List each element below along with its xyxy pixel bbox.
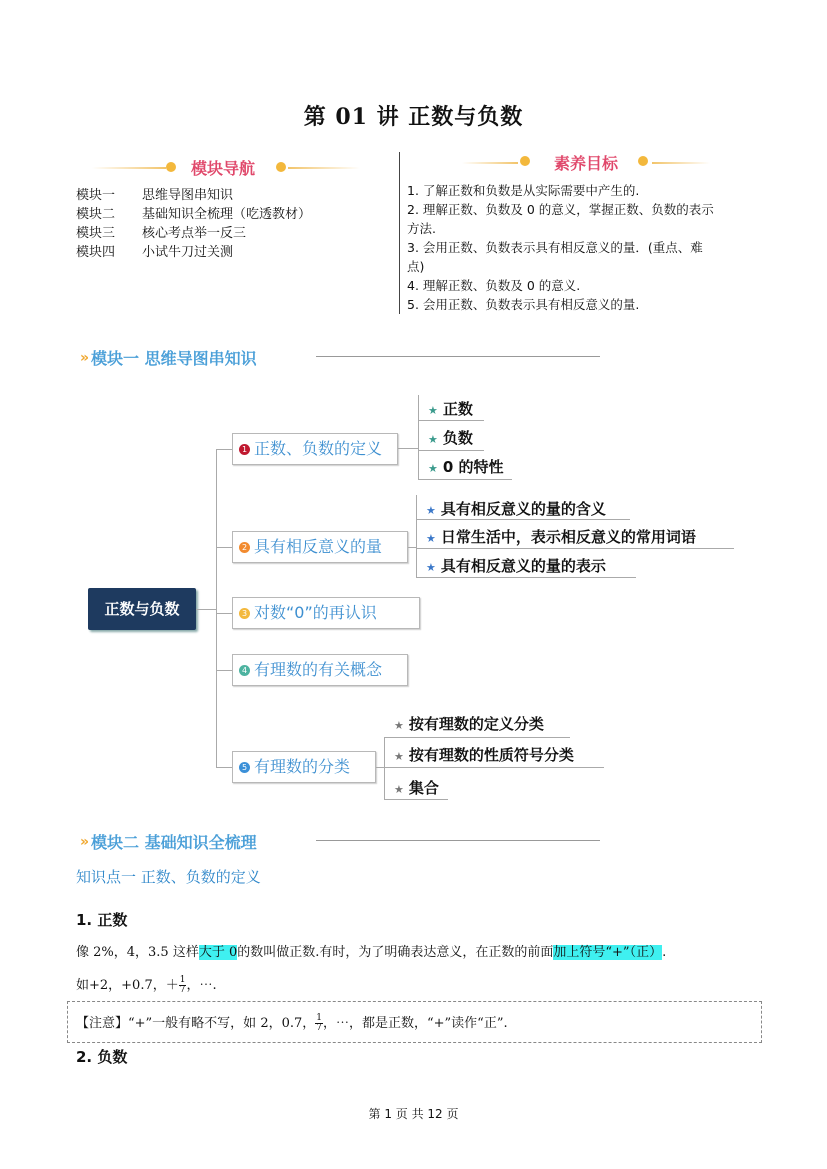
connector bbox=[408, 547, 416, 548]
leaf-item: ★ 负数 bbox=[428, 429, 473, 447]
module-list bbox=[76, 186, 311, 262]
star-icon: ★ bbox=[394, 750, 404, 763]
fraction: $\frac{1}{7}$ bbox=[179, 975, 186, 995]
connector bbox=[398, 448, 418, 449]
leaf-underline bbox=[384, 767, 604, 768]
positive-definition-line: 像 2%，4，3.5 这样大于 0的数叫做正数.有时，为了明确表达意义，在正数的前面加上符号“+”（正）. bbox=[76, 945, 667, 960]
knowledge-point-title: 知识点一 正数、负数的定义 bbox=[76, 868, 261, 886]
positive-heading: 1. 正数 bbox=[76, 911, 128, 929]
number-badge: 2 bbox=[239, 542, 250, 553]
leaf-underline bbox=[384, 737, 570, 738]
leaf-underline bbox=[416, 519, 630, 520]
goals-heading: 素养目标 bbox=[553, 154, 618, 173]
leaf-underline bbox=[418, 420, 484, 421]
connector bbox=[216, 767, 232, 768]
heading-dot bbox=[166, 162, 176, 172]
leaf-item: ★ 日常生活中，表示相反意义的常用词语 bbox=[426, 528, 696, 546]
leaf-underline bbox=[418, 450, 484, 451]
branch-node-4: 4 有理数的有关概念 bbox=[232, 654, 408, 686]
section-heading bbox=[80, 346, 257, 369]
connector bbox=[216, 547, 232, 548]
connector bbox=[376, 767, 384, 768]
module-item: 模块二 基础知识全梳理（吃透教材） bbox=[76, 207, 312, 222]
leaf-bracket bbox=[416, 495, 417, 577]
positive-example-line: 如+2，+0.7，＋ $\frac{1}{7}$，⋯. bbox=[76, 975, 217, 995]
branch-node-3: 3 对数“0”的再认识 bbox=[232, 597, 420, 629]
goal-line: 2. 理解正数、负数及 0 的意义，掌握正数、负数的表示 bbox=[407, 202, 714, 217]
branch-node-2: 2 具有相反意义的量 bbox=[232, 531, 408, 563]
main-bracket bbox=[216, 449, 217, 767]
heading-dot bbox=[276, 162, 286, 172]
fraction: $\frac{1}{7}$ bbox=[316, 1013, 322, 1033]
goal-line: 1. 了解正数和负数是从实际需要中产生的. bbox=[407, 183, 640, 198]
heading-dot bbox=[520, 156, 530, 166]
leaf-item: ★ 集合 bbox=[394, 779, 439, 797]
star-icon: ★ bbox=[426, 504, 436, 517]
chevron-icon: » bbox=[80, 833, 86, 850]
section-title: 模块二 基础知识全梳理 bbox=[91, 833, 257, 852]
highlight: 加上符号“+”（正） bbox=[553, 945, 663, 960]
leaf-bracket bbox=[418, 395, 419, 480]
heading-dot bbox=[638, 156, 648, 166]
leaf-underline bbox=[416, 577, 636, 578]
goal-line: 4. 理解正数、负数及 0 的意义. bbox=[407, 278, 581, 293]
module-item: 模块三 核心考点举一反三 bbox=[76, 226, 247, 241]
page-footer: 第 1 页 共 12 页 bbox=[368, 1107, 459, 1121]
goal-line: 5. 会用正数、负数表示具有相反意义的量. bbox=[407, 297, 640, 312]
connector bbox=[216, 670, 232, 671]
module-nav-heading: 模块导航 bbox=[190, 159, 255, 178]
mindmap-center: 正数与负数 bbox=[88, 588, 196, 630]
heading-deco-line bbox=[92, 167, 166, 169]
number-badge: 3 bbox=[239, 608, 250, 619]
panel-divider bbox=[399, 152, 400, 314]
highlight: 大于 0 bbox=[198, 945, 238, 960]
section-title: 模块一 思维导图串知识 bbox=[91, 349, 257, 368]
star-icon: ★ bbox=[426, 532, 436, 545]
leaf-underline bbox=[384, 799, 448, 800]
goals-list bbox=[407, 181, 759, 314]
connector bbox=[216, 449, 232, 450]
star-icon: ★ bbox=[426, 561, 436, 574]
goal-line: 方法. bbox=[407, 221, 436, 236]
star-icon: ★ bbox=[428, 462, 438, 475]
leaf-item: ★ 正数 bbox=[428, 400, 473, 418]
leaf-item: ★ 按有理数的性质符号分类 bbox=[394, 746, 574, 764]
heading-deco-line bbox=[652, 162, 710, 164]
connector bbox=[196, 609, 216, 610]
leaf-underline bbox=[418, 479, 512, 480]
leaf-underline bbox=[416, 548, 734, 549]
section-heading bbox=[80, 830, 257, 853]
heading-deco-line bbox=[288, 167, 360, 169]
section-rule bbox=[316, 840, 600, 841]
number-badge: 4 bbox=[239, 665, 250, 676]
module-item: 模块一 思维导图串知识 bbox=[76, 188, 234, 203]
page-title: 第 01 讲 正数与负数 bbox=[303, 104, 524, 130]
star-icon: ★ bbox=[428, 404, 438, 417]
heading-deco-line bbox=[462, 162, 518, 164]
branch-node-1: 1 正数、负数的定义 bbox=[232, 433, 398, 465]
goal-line: 3. 会用正数、负数表示具有相反意义的量．(重点、难 bbox=[407, 240, 703, 255]
negative-heading: 2. 负数 bbox=[76, 1048, 128, 1066]
leaf-item: ★ 具有相反意义的量的含义 bbox=[426, 500, 606, 518]
leaf-bracket bbox=[384, 737, 385, 799]
number-badge: 1 bbox=[239, 444, 250, 455]
note-text: 【注意】“+”一般有略不写，如 2，0.7， $\frac{1}{7}$，⋯，都是正数，“+”读作“正”. bbox=[76, 1013, 508, 1033]
number-badge: 5 bbox=[239, 762, 250, 773]
connector bbox=[216, 613, 232, 614]
leaf-item: ★ 按有理数的定义分类 bbox=[394, 715, 544, 733]
star-icon: ★ bbox=[428, 433, 438, 446]
goal-line: 点) bbox=[407, 259, 425, 274]
module-item: 模块四 小试牛刀过关测 bbox=[76, 245, 234, 260]
leaf-item: ★ 具有相反意义的量的表示 bbox=[426, 557, 606, 575]
chevron-icon: » bbox=[80, 349, 86, 366]
branch-node-5: 5 有理数的分类 bbox=[232, 751, 376, 783]
leaf-item: ★ 0 的特性 bbox=[428, 458, 504, 476]
star-icon: ★ bbox=[394, 719, 404, 732]
section-rule bbox=[316, 356, 600, 357]
star-icon: ★ bbox=[394, 783, 404, 796]
